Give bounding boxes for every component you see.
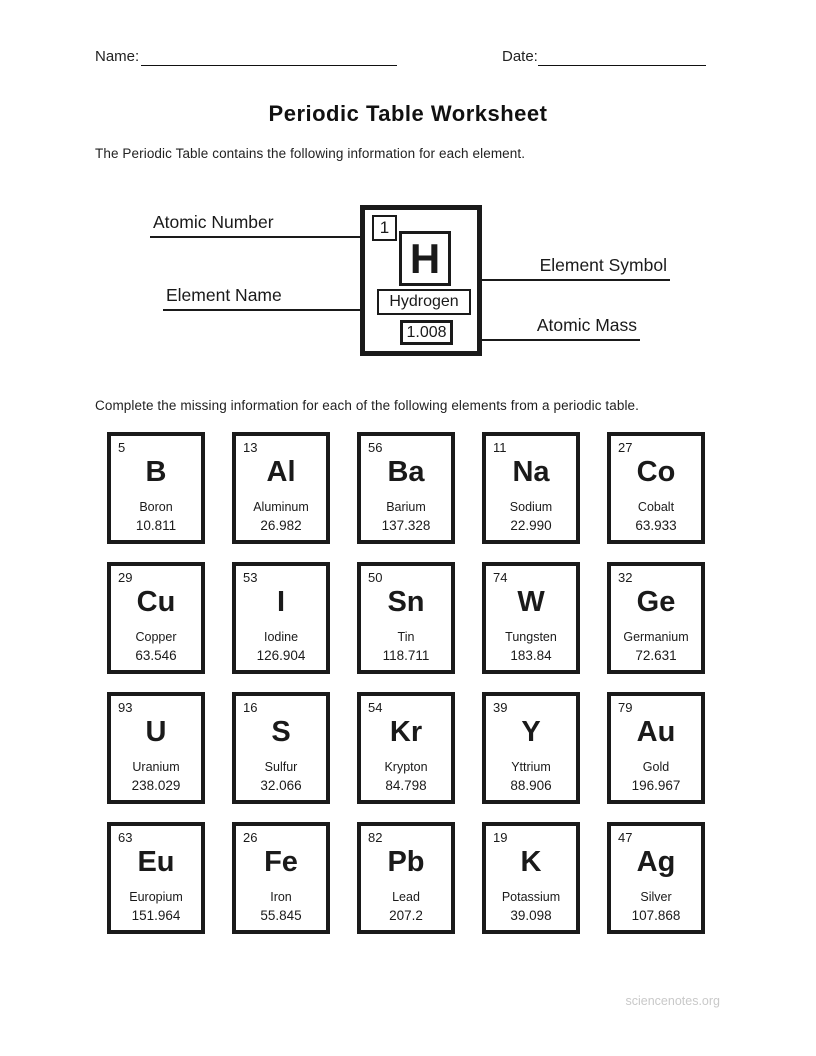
atomic-number: 16 — [243, 700, 258, 715]
atomic-number: 11 — [493, 440, 507, 455]
atomic-mass: 137.328 — [381, 518, 431, 533]
element-cell — [232, 432, 330, 544]
atomic-mass: 107.868 — [631, 908, 681, 923]
atomic-mass: 88.906 — [510, 778, 552, 793]
atomic-mass: 63.933 — [635, 518, 677, 533]
date-blank-line — [538, 65, 706, 66]
element-symbol: Au — [636, 716, 676, 748]
element-cell — [357, 432, 455, 544]
element-name: Gold — [642, 760, 670, 774]
element-name: Silver — [640, 890, 672, 904]
element-symbol: B — [145, 456, 167, 488]
element-cell — [232, 692, 330, 804]
atomic-number: 27 — [618, 440, 633, 455]
element-symbol: Y — [521, 716, 541, 748]
element-symbol: Co — [636, 456, 676, 488]
example-atomic-mass: 1.008 — [400, 320, 453, 345]
atomic-number: 5 — [118, 440, 126, 455]
element-symbol: Kr — [389, 716, 423, 748]
example-element-name: Hydrogen — [377, 289, 471, 315]
atomic-number-callout: Atomic Number — [150, 212, 369, 238]
element-cell — [232, 822, 330, 934]
element-name: Barium — [386, 500, 426, 514]
element-symbol: Ba — [387, 456, 425, 488]
element-cell — [607, 822, 705, 934]
element-cell — [357, 822, 455, 934]
element-cell — [107, 822, 205, 934]
element-name: Yttrium — [511, 760, 551, 774]
atomic-mass: 55.845 — [260, 908, 302, 923]
atomic-number: 32 — [618, 570, 633, 585]
atomic-number: 93 — [118, 700, 133, 715]
intro-text: The Periodic Table contains the following information for each element. — [95, 146, 526, 161]
element-name: Iron — [270, 890, 292, 904]
elements-grid — [107, 432, 705, 934]
element-name: Tungsten — [505, 630, 557, 644]
atomic-number: 29 — [118, 570, 133, 585]
atomic-number: 56 — [368, 440, 383, 455]
element-cell — [482, 432, 580, 544]
page-title: Periodic Table Worksheet — [268, 101, 548, 126]
element-symbol: Ag — [636, 846, 676, 878]
atomic-mass: 151.964 — [131, 908, 181, 923]
element-cell — [357, 562, 455, 674]
element-symbol: K — [520, 846, 542, 878]
element-name: Tin — [397, 630, 415, 644]
source-watermark: sciencenotes.org — [625, 994, 720, 1008]
atomic-mass: 39.098 — [510, 908, 552, 923]
element-name: Potassium — [501, 890, 561, 904]
element-name: Europium — [129, 890, 183, 904]
element-name: Krypton — [384, 760, 428, 774]
atomic-number: 26 — [243, 830, 258, 845]
atomic-mass: 26.982 — [260, 518, 302, 533]
element-cell — [357, 692, 455, 804]
element-name: Sodium — [509, 500, 553, 514]
atomic-number: 50 — [368, 570, 383, 585]
atomic-number: 63 — [118, 830, 133, 845]
atomic-mass: 183.84 — [510, 648, 552, 663]
element-cell — [107, 562, 205, 674]
atomic-number: 47 — [618, 830, 633, 845]
atomic-number: 79 — [618, 700, 633, 715]
name-label: Name: — [95, 48, 140, 65]
atomic-mass: 10.811 — [135, 518, 177, 533]
element-symbol: S — [271, 716, 291, 748]
element-cell — [107, 692, 205, 804]
element-symbol: I — [276, 586, 286, 618]
element-symbol: U — [145, 716, 167, 748]
element-name: Uranium — [132, 760, 180, 774]
atomic-mass: 118.711 — [382, 648, 430, 663]
element-cell — [232, 562, 330, 674]
element-symbol: Fe — [264, 846, 298, 878]
element-name: Germanium — [623, 630, 689, 644]
atomic-mass: 22.990 — [510, 518, 552, 533]
atomic-mass: 84.798 — [385, 778, 427, 793]
element-name: Boron — [139, 500, 173, 514]
element-symbol: Pb — [387, 846, 425, 878]
example-atomic-number: 1 — [372, 215, 397, 241]
element-cell — [482, 562, 580, 674]
element-name-callout: Element Name — [163, 285, 374, 311]
atomic-mass-callout: Atomic Mass — [450, 315, 640, 341]
name-blank-line — [141, 65, 397, 66]
element-symbol-callout: Element Symbol — [448, 255, 670, 281]
element-symbol: Ge — [636, 586, 676, 618]
element-cell — [607, 562, 705, 674]
instruction-text: Complete the missing information for each of the following elements from a periodic table. — [95, 398, 640, 413]
atomic-mass: 126.904 — [256, 648, 306, 663]
atomic-number: 74 — [493, 570, 508, 585]
date-label: Date: — [502, 48, 538, 65]
element-symbol: Al — [266, 456, 296, 488]
element-cell — [482, 822, 580, 934]
atomic-mass: 196.967 — [631, 778, 681, 793]
example-element-symbol: H — [399, 231, 451, 286]
element-cell — [107, 432, 205, 544]
element-name: Iodine — [263, 630, 299, 644]
element-symbol: Eu — [137, 846, 175, 878]
element-name: Copper — [135, 630, 177, 644]
element-cell — [482, 692, 580, 804]
atomic-number: 54 — [368, 700, 383, 715]
atomic-mass: 72.631 — [635, 648, 677, 663]
element-name: Cobalt — [637, 500, 675, 514]
atomic-number: 39 — [493, 700, 508, 715]
atomic-mass: 63.546 — [135, 648, 177, 663]
element-symbol: W — [517, 586, 545, 618]
example-element-cell — [360, 205, 482, 356]
element-cell — [607, 432, 705, 544]
atomic-mass: 207.2 — [389, 908, 423, 923]
element-symbol: Na — [512, 456, 550, 488]
element-name: Sulfur — [264, 760, 298, 774]
atomic-mass: 32.066 — [260, 778, 302, 793]
element-symbol: Sn — [387, 586, 425, 618]
element-cell — [607, 692, 705, 804]
atomic-number: 13 — [243, 440, 258, 455]
atomic-number: 82 — [368, 830, 383, 845]
atomic-number: 53 — [243, 570, 258, 585]
atomic-mass: 238.029 — [131, 778, 181, 793]
atomic-number: 19 — [493, 830, 508, 845]
element-name: Lead — [392, 890, 420, 904]
element-name: Aluminum — [253, 500, 309, 514]
element-symbol: Cu — [136, 586, 176, 618]
